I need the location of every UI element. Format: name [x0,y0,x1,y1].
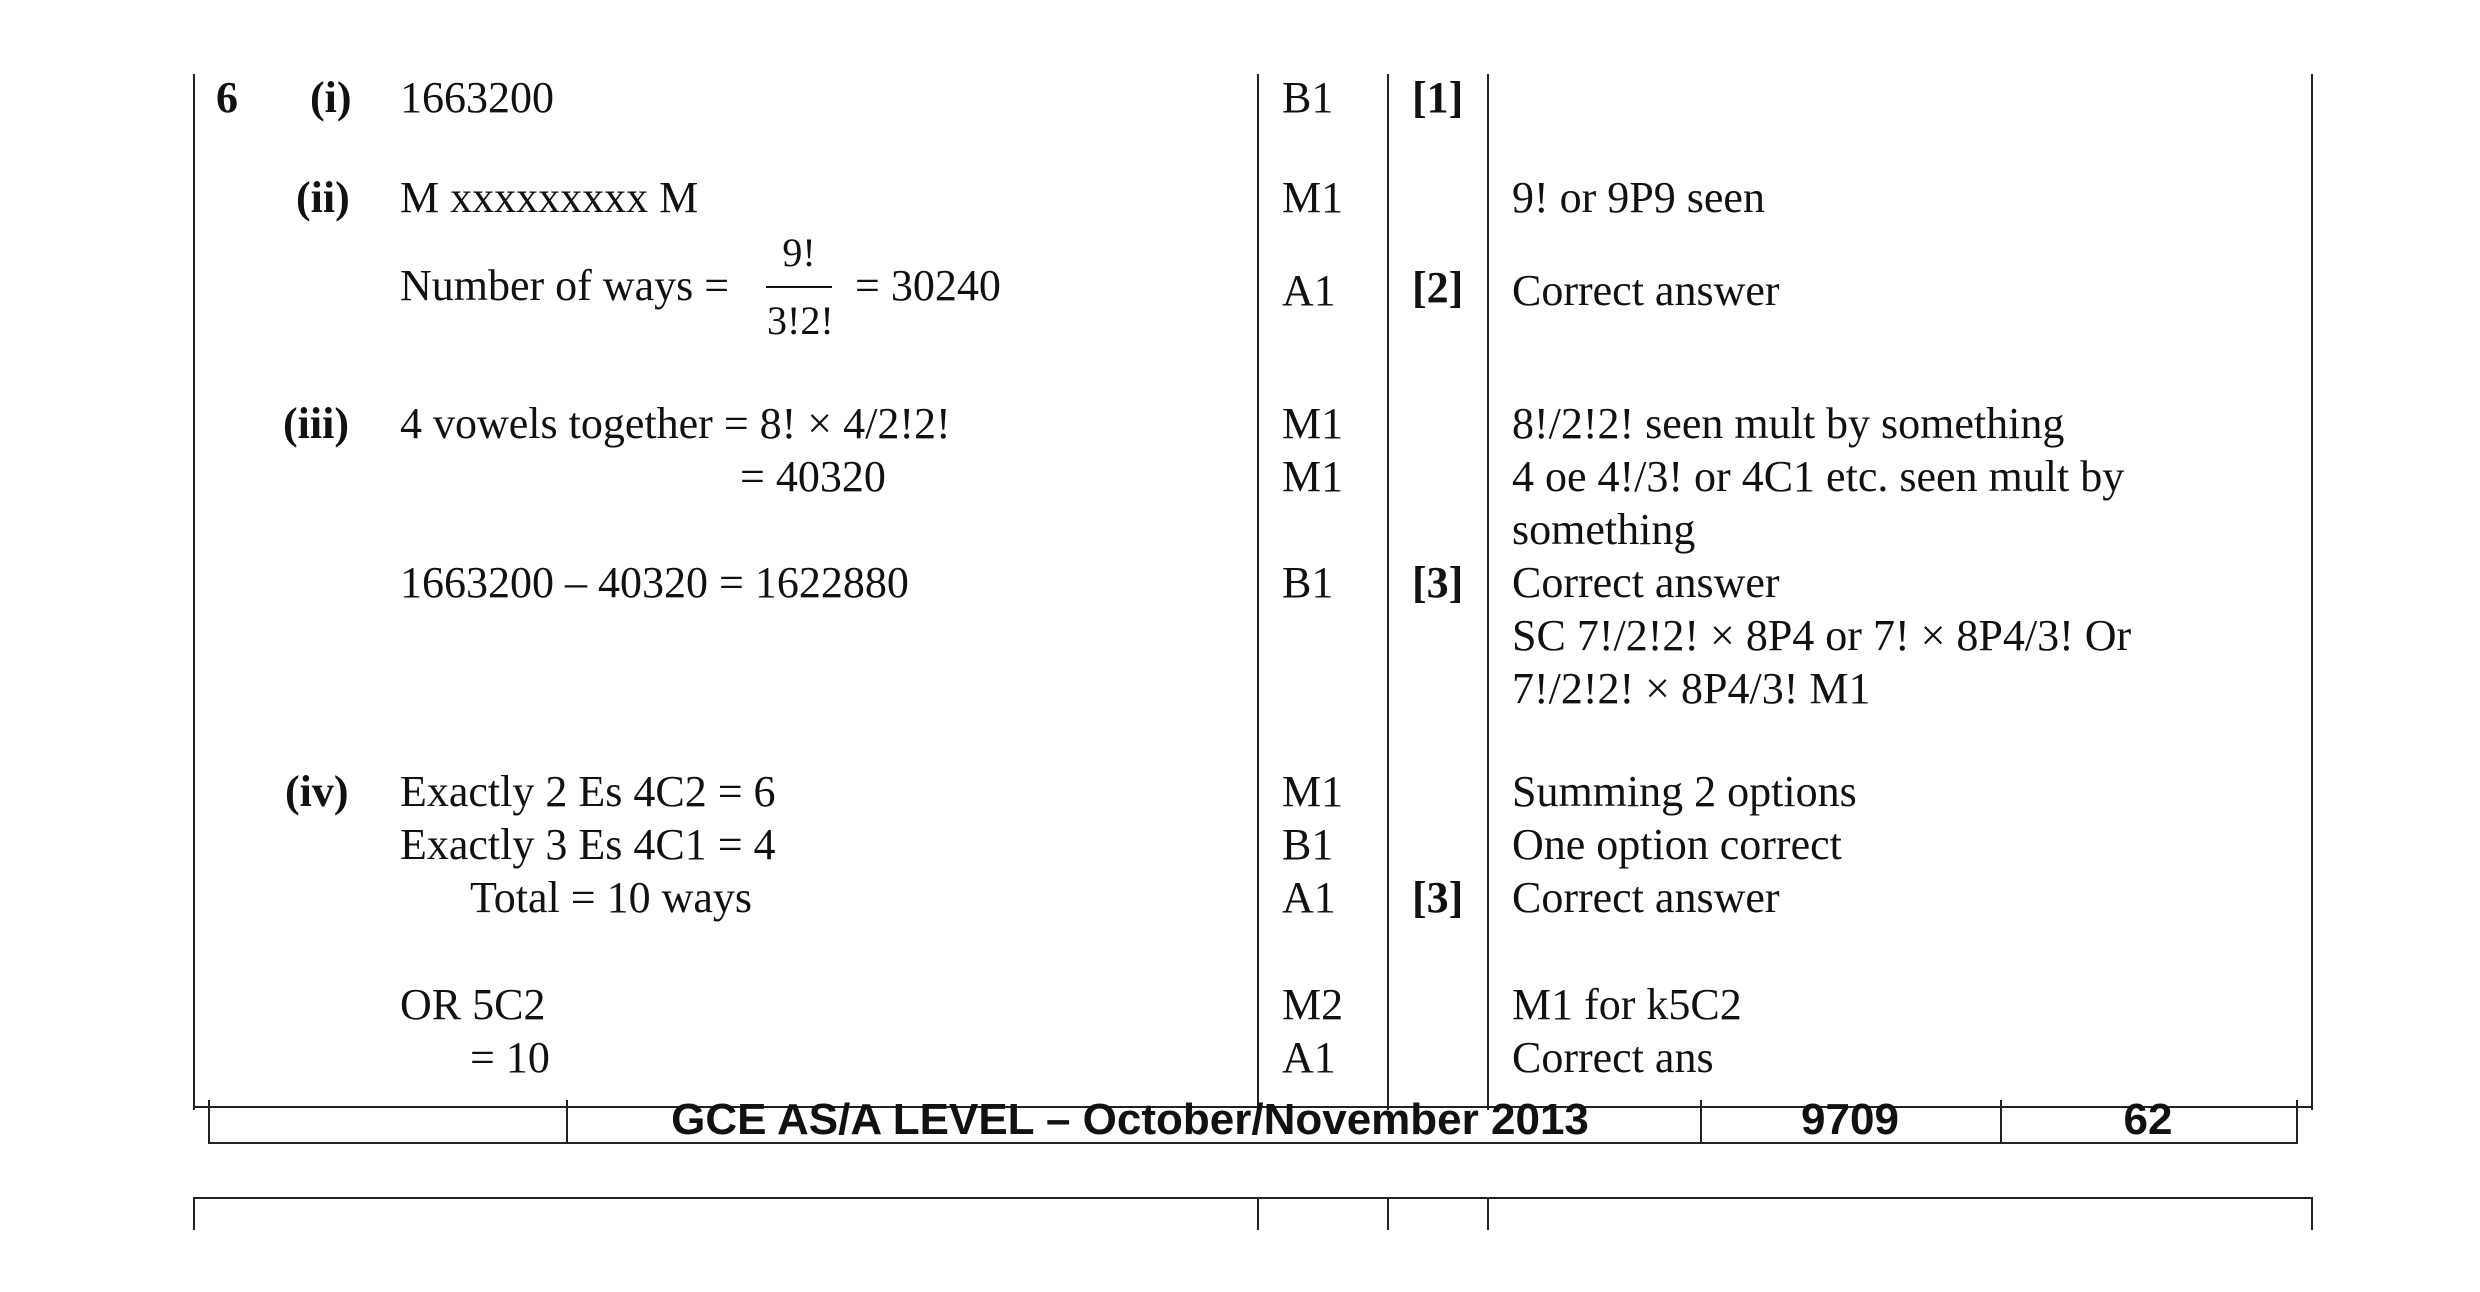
fraction-numerator: 9! [782,230,816,275]
mark-code: A1 [1282,1033,1336,1082]
guidance-note: 7!/2!2! × 8P4/3! M1 [1512,664,1871,713]
part-label-ii: (ii) [296,173,350,222]
guidance-note: Summing 2 options [1512,767,1857,816]
working-line: = 30240 [855,261,1001,310]
totals-column-divider [1387,74,1389,1110]
part-total-marks: [1] [1412,73,1464,122]
mark-code: B1 [1282,558,1334,607]
mark-code: B1 [1282,820,1334,869]
part-total-marks: [3] [1412,873,1464,922]
header-divider [566,1100,568,1142]
question-number: 6 [216,73,238,122]
next-table-right-border [2311,1197,2313,1230]
working-line: 1663200 [400,73,554,122]
guidance-note: One option correct [1512,820,1842,869]
guidance-note: 9! or 9P9 seen [1512,173,1765,222]
mark-code: M1 [1282,173,1344,222]
next-table-divider [1257,1197,1259,1230]
guidance-note: Correct ans [1512,1033,1714,1082]
mark-code: B1 [1282,73,1334,122]
guidance-column-divider [1487,74,1489,1110]
next-table-left-border [193,1197,195,1230]
guidance-note: M1 for k5C2 [1512,980,1742,1029]
paper-number: 62 [2123,1095,2173,1144]
guidance-note: Correct answer [1512,558,1780,607]
part-label-iii: (iii) [283,399,349,448]
fraction-bar [766,286,832,288]
mark-code: A1 [1282,873,1336,922]
guidance-note: 4 oe 4!/3! or 4C1 etc. seen mult by [1512,452,2125,501]
next-table-top-border [193,1197,2313,1199]
working-line: 1663200 – 40320 = 1622880 [400,558,909,607]
guidance-note: Correct answer [1512,873,1780,922]
marks-column-divider [1257,74,1259,1110]
working-line: Total = 10 ways [470,873,753,922]
mark-code: M1 [1282,767,1344,816]
working-line: OR 5C2 [400,980,546,1029]
next-table-divider [1487,1197,1489,1230]
fraction-denominator: 3!2! [767,298,834,343]
mark-code: M1 [1282,399,1344,448]
guidance-note: SC 7!/2!2! × 8P4 or 7! × 8P4/3! Or [1512,611,2132,660]
mark-code: M1 [1282,452,1344,501]
guidance-note: Correct answer [1512,266,1780,315]
mark-code: A1 [1282,266,1336,315]
part-total-marks: [3] [1412,558,1464,607]
exam-title: GCE AS/A LEVEL – October/November 2013 [671,1095,1589,1144]
working-line: Number of ways = [400,261,730,310]
working-line: M xxxxxxxxx M [400,173,699,222]
next-table-divider [1387,1197,1389,1230]
mark-code: M2 [1282,980,1344,1029]
part-total-marks: [2] [1412,263,1464,312]
table-right-border [2311,74,2313,1110]
working-line: = 40320 [740,452,886,501]
working-line: Exactly 2 Es 4C2 = 6 [400,767,776,816]
part-label-iv: (iv) [285,767,349,816]
working-line: Exactly 3 Es 4C1 = 4 [400,820,776,869]
table-left-border [193,74,195,1110]
part-label-i: (i) [310,73,352,122]
syllabus-code: 9709 [1801,1095,1899,1144]
guidance-note: something [1512,505,1696,554]
working-line: 4 vowels together = 8! × 4/2!2! [400,399,951,448]
guidance-note: 8!/2!2! seen mult by something [1512,399,2065,448]
working-line: = 10 [470,1033,550,1082]
